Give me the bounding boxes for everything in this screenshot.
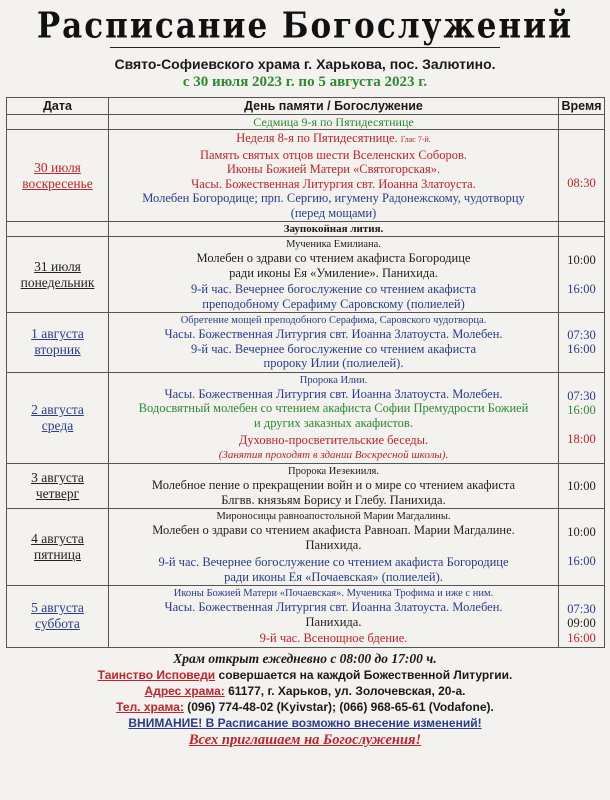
service-text: Обретение мощей преподобного Серафима, Саровского чудотворца.	[180, 315, 487, 326]
address-text: 61177, г. Харьков, ул. Золочевская, 20-а.	[224, 683, 466, 698]
service-time: 16:00	[567, 281, 596, 296]
service-text: Панихида.	[305, 614, 362, 629]
title-underline	[110, 47, 500, 48]
service-line	[112, 238, 555, 251]
footer	[6, 651, 604, 749]
day-weekday: воскресенье	[22, 175, 93, 191]
day-weekday: пятница	[34, 547, 81, 562]
service-time: 08:30	[567, 175, 596, 190]
glas-note: Глас 7-й.	[400, 135, 431, 144]
time-spacer	[560, 540, 603, 555]
service-line	[112, 131, 555, 148]
service-text: Неделя 8-я по Пятидесятнице.	[236, 131, 398, 145]
service-line	[112, 314, 555, 327]
day-date-number: 2 августа	[31, 401, 84, 417]
service-line	[112, 206, 555, 221]
time-spacer	[560, 587, 603, 602]
day-services	[109, 509, 559, 586]
time-spacer	[560, 267, 603, 282]
week-label: Седмица 9-я по Пятидесятнице	[109, 115, 559, 130]
day-weekday: среда	[41, 417, 74, 433]
service-text: Блгвв. князьям Борису и Глебу. Панихида.	[221, 492, 446, 507]
table-row	[7, 509, 605, 586]
day-services	[109, 237, 559, 313]
service-text: преподобному Серафиму Саровскому (полиелей)	[202, 296, 465, 311]
time-spacer	[560, 313, 603, 328]
time-spacer	[560, 238, 603, 253]
confession-text: совершается на каждой Божественной Литургии.	[215, 667, 513, 682]
service-line	[112, 342, 555, 357]
day-times	[559, 313, 605, 373]
service-line	[112, 162, 555, 177]
day-date-number: 30 июля	[34, 159, 81, 175]
day-date-number: 4 августа	[31, 531, 84, 546]
service-line	[112, 374, 555, 387]
time-spacer	[560, 569, 603, 584]
service-line	[112, 478, 555, 493]
service-time: 07:30	[567, 388, 596, 403]
service-time: 16:00	[567, 554, 596, 569]
table-row	[7, 313, 605, 373]
day-services	[109, 372, 559, 464]
day-date	[7, 509, 109, 586]
service-text: 9-й час. Вечернее богослужение со чтением акафиста Богородице	[158, 555, 509, 569]
time-spacer	[560, 493, 603, 508]
service-line	[112, 356, 555, 371]
service-line	[112, 523, 555, 538]
service-line	[112, 538, 555, 553]
service-line	[112, 416, 555, 431]
service-text: Панихида.	[305, 537, 362, 552]
service-text: Молебен о здрави со чтением акафиста Равноап. Марии Магдалине.	[152, 523, 515, 537]
church-name: Свято-Софиевского храма г. Харькова, пос. Залютино.	[114, 56, 496, 72]
time-spacer	[560, 447, 603, 462]
service-line	[112, 587, 555, 600]
service-time: 16:00	[567, 403, 596, 418]
day-services	[109, 586, 559, 648]
service-time: 18:00	[567, 432, 596, 447]
day-times	[559, 130, 605, 222]
open-hours: Храм открыт ежедневно с 08:00 до 17:00 ч.	[173, 650, 437, 666]
invitation: Всех приглашаем на Богослужения!	[188, 731, 422, 748]
service-text: Часы. Божественная Литургия свт. Иоанна Златоуста. Молебен.	[164, 327, 503, 341]
service-text: Мученика Емилиана.	[286, 239, 381, 250]
header-date: Дата	[7, 98, 109, 115]
service-time: 10:00	[567, 252, 596, 267]
phone-label: Тел. храма:	[116, 699, 184, 714]
page-title: Расписание Богослужений	[36, 5, 574, 47]
service-text: Молебное пение о прекращении войн и о мире со чтением акафиста	[151, 478, 516, 492]
time-spacer	[560, 418, 603, 433]
service-line	[112, 297, 555, 312]
service-line	[112, 148, 555, 163]
time-spacer	[560, 147, 603, 162]
day-weekday: вторник	[34, 342, 81, 358]
table-row	[7, 130, 605, 222]
header	[6, 5, 604, 92]
day-weekday: понедельник	[20, 274, 95, 290]
service-line	[112, 433, 555, 448]
day-date	[7, 586, 109, 648]
header-service: День памяти / Богослужение	[109, 98, 559, 115]
service-line	[112, 282, 555, 297]
table-row	[7, 586, 605, 648]
service-text: Память святых отцов шести Вселенских Соборов.	[199, 147, 468, 162]
day-services	[109, 313, 559, 373]
day-times	[559, 586, 605, 648]
service-line	[112, 387, 555, 402]
service-text: пророку Илии (полиелей).	[263, 356, 404, 370]
day-date-number: 5 августа	[31, 600, 84, 616]
day-date	[7, 464, 109, 509]
day-date-number: 31 июля	[34, 258, 81, 274]
service-text: и других заказных акафистов.	[254, 415, 413, 430]
attention-label: ВНИМАНИЕ!	[128, 715, 203, 730]
service-text: Пророка Илии.	[299, 374, 368, 386]
service-text: ради иконы Ея «Умиление». Панихида.	[229, 265, 438, 280]
day-date-number: 3 августа	[31, 470, 84, 485]
service-text: 9-й час. Вечернее богослужение со чтением акафиста	[190, 282, 477, 296]
address-label: Адрес храма:	[144, 683, 225, 698]
time-spacer	[560, 161, 603, 176]
time-spacer	[560, 511, 603, 526]
service-time: 10:00	[567, 478, 596, 493]
service-text: Мироносицы равноапостольной Марии Магдалины.	[216, 511, 451, 522]
table-row	[7, 222, 605, 237]
day-date	[7, 237, 109, 313]
table-row	[7, 372, 605, 464]
header-time: Время	[559, 98, 605, 115]
table-row	[7, 464, 605, 509]
day-date-number: 1 августа	[31, 326, 84, 342]
day-times	[559, 509, 605, 586]
service-time: 16:00	[567, 630, 596, 645]
day-services	[109, 464, 559, 509]
table-row	[7, 237, 605, 313]
time-spacer	[560, 190, 603, 205]
time-spacer	[560, 374, 603, 389]
phone-line	[6, 699, 604, 715]
day-times	[559, 237, 605, 313]
day-date	[7, 372, 109, 464]
service-line	[112, 191, 555, 206]
service-line	[112, 570, 555, 585]
confession-label: Таинство Исповеди	[97, 667, 216, 682]
service-time: 07:30	[567, 327, 596, 342]
service-text: Молебен Богородице; прп. Сергию, игумену Радонежскому, чудотворцу	[142, 191, 525, 205]
service-text: Часы. Божественная Литургия свт. Иоанна Златоуста. Молебен.	[164, 386, 503, 401]
phone-text: (096) 774-48-02 (Kyivstar); (066) 968-65-61 (Vodafone).	[183, 699, 494, 714]
day-services	[109, 130, 559, 222]
day-weekday: суббота	[35, 616, 80, 632]
service-line	[112, 631, 555, 646]
service-text: Духовно-просветительские беседы.	[238, 433, 429, 447]
attention-line	[6, 715, 604, 731]
address-line	[6, 683, 604, 699]
service-text: (перед мощами)	[290, 205, 377, 220]
lity-note: Заупокойная лития.	[109, 222, 559, 237]
service-text: ради иконы Ея «Почаевская» (полиелей).	[224, 569, 443, 584]
service-line	[112, 327, 555, 342]
time-spacer	[560, 132, 603, 147]
confession-line	[6, 667, 604, 683]
day-date	[7, 313, 109, 373]
service-text: Часы. Божественная Литургия свт. Иоанна Златоуста. Молебен.	[164, 600, 503, 614]
day-date	[7, 130, 109, 222]
service-text: Водосвятный молебен со чтением акафиста Софии Премудрости Божией	[138, 401, 529, 415]
day-times	[559, 372, 605, 464]
service-time: 09:00	[567, 616, 596, 631]
time-spacer	[560, 205, 603, 220]
service-line	[112, 177, 555, 192]
service-text: Иконы Божией Матери «Почаевская». Мученика Трофима и иже с ним.	[173, 588, 494, 599]
service-text: Молебен о здрави со чтением акафиста Богородице	[196, 251, 471, 265]
day-weekday: четверг	[35, 486, 80, 501]
table-header-row	[7, 98, 605, 115]
service-line	[112, 401, 555, 416]
service-line	[112, 615, 555, 630]
service-text: Часы. Божественная Литургия свт. Иоанна Златоуста.	[191, 176, 476, 191]
service-time: 16:00	[567, 342, 596, 357]
service-line	[112, 510, 555, 523]
time-spacer	[560, 296, 603, 311]
service-line	[112, 448, 555, 463]
day-times	[559, 464, 605, 509]
attention-text: В Расписание возможно внесение изменений!	[202, 715, 482, 730]
service-text: 9-й час. Всенощное бдение.	[259, 631, 408, 645]
service-text: 9-й час. Вечернее богослужение со чтением акафиста	[190, 341, 477, 356]
schedule-table	[6, 97, 605, 648]
service-text: (Занятия проходят в здании Воскресной школы).	[218, 448, 449, 461]
service-line	[112, 493, 555, 508]
time-spacer	[560, 464, 603, 479]
date-range: с 30 июля 2023 г. по 5 августа 2023 г.	[182, 74, 428, 90]
service-text: Пророка Иезекииля.	[287, 466, 380, 477]
service-line	[112, 555, 555, 570]
service-line	[112, 251, 555, 266]
service-line	[112, 600, 555, 615]
service-time: 07:30	[567, 601, 596, 616]
service-line	[112, 266, 555, 281]
service-text: Иконы Божией Матери «Святогорская».	[226, 162, 441, 176]
time-spacer	[560, 357, 603, 372]
schedule-body	[7, 115, 605, 648]
service-time: 10:00	[567, 525, 596, 540]
service-line	[112, 465, 555, 478]
